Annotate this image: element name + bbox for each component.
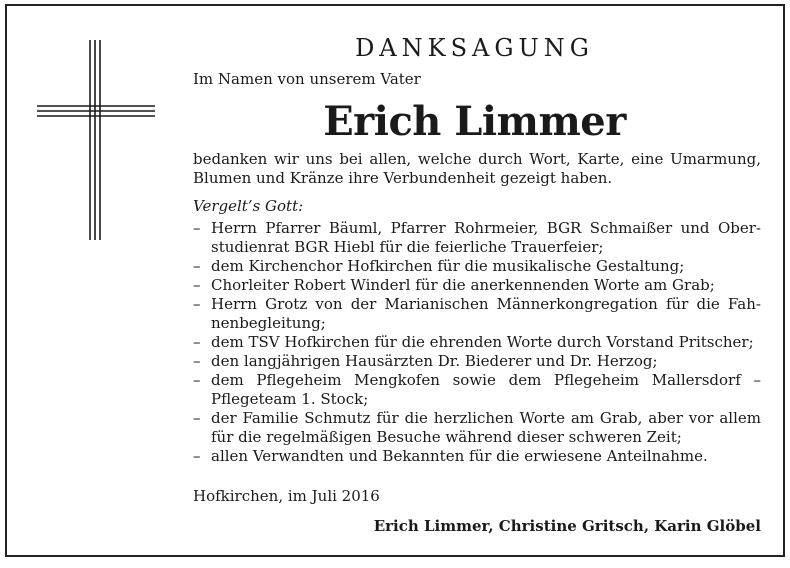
list-dash: – xyxy=(193,409,201,427)
list-dash: – xyxy=(193,371,201,389)
list-dash: – xyxy=(193,276,201,294)
list-item xyxy=(193,333,761,352)
list-item xyxy=(193,409,761,447)
vergelts-gott-label: Vergelt’s Gott: xyxy=(193,197,304,215)
list-item xyxy=(193,257,761,276)
list-item xyxy=(193,447,761,466)
list-item xyxy=(193,219,761,257)
list-dash: – xyxy=(193,352,201,370)
list-item-text: Herrn Grotz von der Marianischen Männerkongregation für die Fahnenbegleitung; xyxy=(211,295,761,332)
intro-line: Im Namen von unserem Vater xyxy=(193,70,421,88)
list-item-text: dem TSV Hofkirchen für die ehrenden Worte durch Vorstand Pritscher; xyxy=(211,333,754,351)
list-item xyxy=(193,371,761,409)
list-item-text: dem Pflegeheim Mengkofen sowie dem Pflegeheim Mallersdorf – Pflegeteam 1. Stock; xyxy=(211,371,761,408)
thanks-list xyxy=(193,219,761,466)
signers-line: Erich Limmer, Christine Gritsch, Karin Glöbel xyxy=(373,517,761,535)
list-dash: – xyxy=(193,257,201,275)
cross-icon xyxy=(37,40,155,240)
list-dash: – xyxy=(193,219,201,237)
deceased-name: Erich Limmer xyxy=(323,98,626,145)
list-item-text: den langjährigen Hausärzten Dr. Biederer und Dr. Herzog; xyxy=(211,352,658,370)
notice-heading: DANKSAGUNG xyxy=(355,34,594,62)
list-dash: – xyxy=(193,447,201,465)
list-item xyxy=(193,352,761,371)
list-item-text: der Familie Schmutz für die herzlichen Worte am Grab, aber vor allem für die regelmäßigen Besuche während dieser schweren Zeit; xyxy=(211,409,761,446)
list-item-text: Chorleiter Robert Winderl für die anerkennenden Worte am Grab; xyxy=(211,276,715,294)
list-dash: – xyxy=(193,295,201,313)
list-item-text: Herrn Pfarrer Bäuml, Pfarrer Rohrmeier, BGR Schmaißer und Oberstudienrat BGR Hiebl für die feierliche Trauerfeier; xyxy=(211,219,761,256)
thanks-paragraph: bedanken wir uns bei allen, welche durch Wort, Karte, eine Umarmung, Blumen und Kränze ihre Verbundenheit gezeigt haben. xyxy=(193,150,761,187)
list-item xyxy=(193,276,761,295)
place-date: Hofkirchen, im Juli 2016 xyxy=(193,487,380,505)
list-item xyxy=(193,295,761,333)
obituary-notice xyxy=(5,4,785,557)
list-dash: – xyxy=(193,333,201,351)
list-item-text: dem Kirchenchor Hofkirchen für die musikalische Gestaltung; xyxy=(211,257,685,275)
list-item-text: allen Verwandten und Bekannten für die erwiesene Anteilnahme. xyxy=(211,447,708,465)
